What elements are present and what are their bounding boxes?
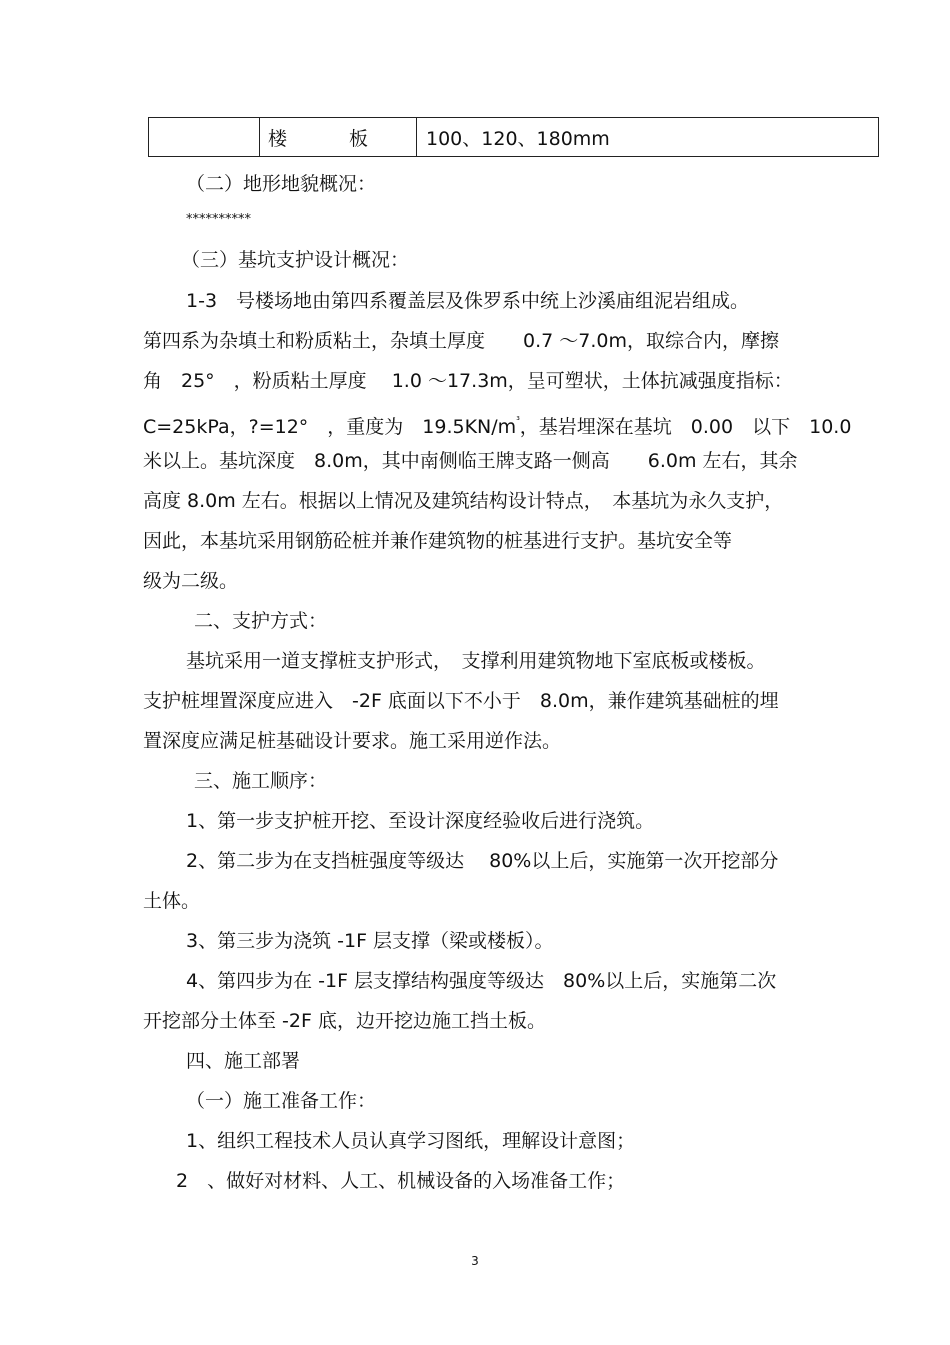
- table-cell-empty: [149, 118, 260, 156]
- section-support-method-heading: 二、支护方式：: [194, 610, 328, 632]
- list-item-continuation: 开挖部分土体至 -2F 底，边开挖边施工挡土板。: [143, 1010, 546, 1032]
- list-item: 2 、做好对材料、人工、机械设备的入场准备工作；: [176, 1170, 626, 1192]
- table-cell-slab-thickness: 100、120、180mm: [426, 127, 610, 150]
- section-support-design-heading: （三）基坑支护设计概况：: [181, 249, 410, 271]
- page-number: 3: [471, 1254, 479, 1268]
- paragraph-line: 米以上。基坑深度 8.0m，其中南侧临王牌支路一侧高 6.0m 左右，其余: [143, 450, 798, 472]
- paragraph-line: 因此，本基坑采用钢筋砼桩并兼作建筑物的桩基进行支护。基坑安全等: [143, 530, 733, 552]
- paragraph-line: 级为二级。: [143, 570, 239, 592]
- paragraph-line: 高度 8.0m 左右。根据以上情况及建筑结构设计特点， 本基坑为永久支护，: [143, 490, 784, 512]
- parameter-table: [148, 117, 879, 157]
- paragraph-line: 1-3 号楼场地由第四系覆盖层及侏罗系中统上沙溪庙组泥岩组成。: [186, 290, 750, 312]
- paragraph-line: 角 25° ，粉质粘土厚度 1.0 ～17.3m，呈可塑状，土体抗减强度指标：: [143, 370, 793, 392]
- floor-label-char-1: 楼: [268, 127, 288, 150]
- terrain-placeholder: **********: [186, 212, 251, 227]
- list-item: 2、第二步为在支挡桩强度等级达 80%以上后，实施第一次开挖部分: [186, 850, 779, 872]
- section-terrain-heading: （二）地形地貌概况：: [186, 173, 377, 195]
- subsection-preparation-heading: （一）施工准备工作：: [186, 1090, 377, 1112]
- paragraph-line: 置深度应满足桩基础设计要求。施工采用逆作法。: [143, 730, 562, 752]
- floor-label-char-2: 板: [349, 127, 369, 150]
- list-item: 3、第三步为浇筑 -1F 层支撑（梁或楼板）。: [186, 930, 554, 952]
- cubic-superscript: ³: [516, 416, 520, 426]
- list-item-continuation: 土体。: [143, 890, 201, 912]
- table-cell-floor-slab-label: [260, 118, 417, 156]
- section-construction-sequence-heading: 三、施工顺序：: [194, 770, 328, 792]
- list-item: 1、第一步支护桩开挖、至设计深度经验收后进行浇筑。: [186, 810, 655, 832]
- section-construction-deployment-heading: 四、施工部署: [186, 1050, 301, 1072]
- line-text: C=25kPa，?=12° ，重度为 19.5KN/m: [143, 416, 517, 438]
- paragraph-line: 支护桩埋置深度应进入 -2F 底面以下不小于 8.0m，兼作建筑基础桩的埋: [143, 690, 779, 712]
- paragraph-line: 基坑采用一道支撑桩支护形式， 支撑利用建筑物地下室底板或楼板。: [186, 650, 766, 672]
- list-item: 4、第四步为在 -1F 层支撑结构强度等级达 80%以上后，实施第二次: [186, 970, 777, 992]
- list-item: 1、组织工程技术人员认真学习图纸，理解设计意图；: [186, 1130, 636, 1152]
- line-text: ，基岩埋深在基坑 0.00 以下 10.0: [519, 416, 852, 438]
- paragraph-line: [143, 409, 851, 439]
- paragraph-line: 第四系为杂填土和粉质粘土，杂填土厚度 0.7 ～7.0m，取综合内，摩擦: [143, 330, 779, 352]
